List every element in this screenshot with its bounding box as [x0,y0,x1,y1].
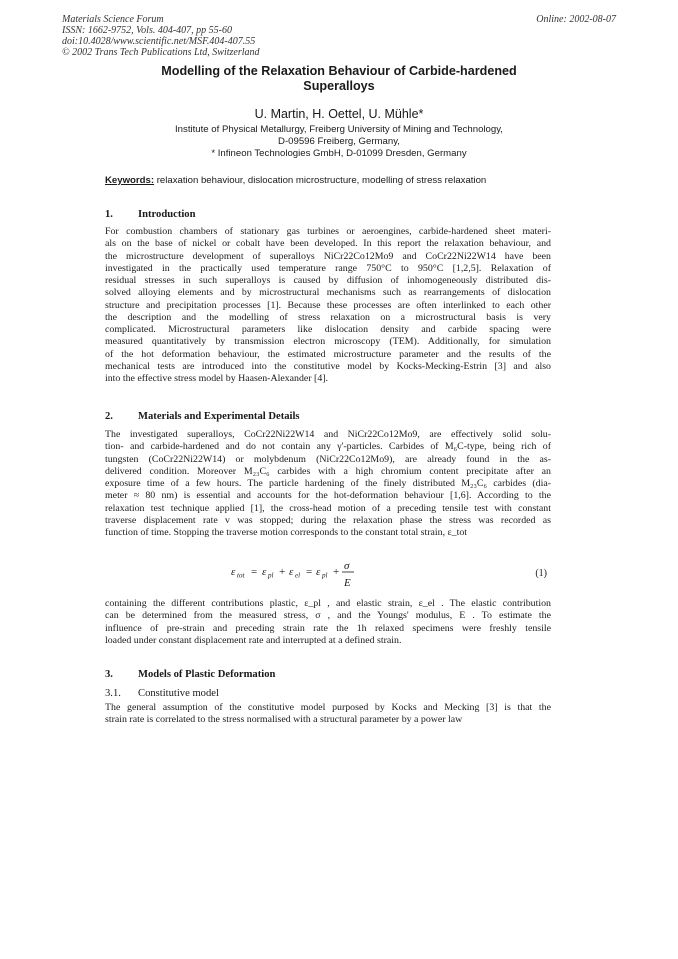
section-title: Models of Plastic Deformation [138,669,276,680]
affiliation-line: D-09596 Freiberg, Germany, [278,136,400,147]
journal-issn: ISSN: 1662-9752, Vols. 404-407, pp 55-60 [62,25,232,36]
section-heading-materials [105,411,300,422]
text-line: mechanical tests are introduced into the constitutive model by Kocks-Mecking-Estrin [3] and also [105,360,551,372]
journal-copyright: © 2002 Trans Tech Publications Ltd, Switzerland [62,47,260,58]
paper-title-line: Modelling of the Relaxation Behaviour of Carbide-hardened [161,64,517,78]
affiliation-line: Institute of Physical Metallurgy, Freiberg University of Mining and Technology, [175,124,503,135]
text-line: investigated in the practically used temperature range 750°C to 950°C [1,2,5]. Relaxation of [105,262,551,274]
paper-title-line: Superalloys [303,79,375,93]
text-line: can be determined from the measured stress, σ , and the Youngs' modulus, E . To estimate the [105,610,551,622]
models-paragraph [105,702,551,727]
text-line: relaxation test technique applied [1], the cross-head motion of a preceding tensile test with constant [105,502,551,514]
keywords-label: Keywords: [105,175,155,186]
svg-text:el: el [295,571,301,580]
section-number: 2. [105,411,113,422]
text-line: measured quantitatively by transmission electron microscopy (TEM). Additionally, for simulation [105,336,551,348]
svg-text:ε: ε [289,566,294,578]
text-line: tungsten (CoCr22Ni22W14) or molybdenum (NiCr22Co12Mo9), are already found in the as- [105,453,551,465]
materials-paragraph-continued [105,598,551,647]
paper-title [0,64,678,94]
equation-1 [0,559,678,589]
author-list: U. Martin, H. Oettel, U. Mühle* [254,107,424,121]
text-line: delivered condition. Moreover M₂₃C₆ carbides with a high chromium content precipitate after an [105,465,551,477]
journal-name: Materials Science Forum [62,14,164,25]
journal-header [62,14,260,58]
materials-paragraph [105,429,551,539]
text-line: For combustion chambers of stationary gas turbines or aeroengines, carbide-hardened sheet materi- [105,226,551,237]
section-number: 3. [105,669,113,680]
text-line: solved alloying elements and by microstructural mechanisms such as rearrangements of dislocation [105,287,551,299]
introduction-paragraph [105,226,551,385]
text-line: exposure time of a few hours. The particle hardening of the finely distributed M₂₃C₆ carbides (dia- [105,478,551,489]
svg-text:ε: ε [262,566,267,578]
svg-text:ε: ε [231,566,236,578]
text-line: strain rate is correlated to the stress normalised with a structural parameter by a power law [105,714,463,726]
svg-text:=: = [306,566,313,578]
text-line: of the hot deformation behaviour, the estimated microstructure parameter and the results of the [105,348,551,360]
affiliation-line: * Infineon Technologies GmbH, D-01099 Dresden, Germany [211,148,467,159]
text-line: structure and precipitation processes [1]. Because these processes are often interlinked to each other [105,299,551,311]
text-line: function of time. Stopping the traverse motion corresponds to the constant total strain, ε_tot [105,527,468,538]
svg-text:pl: pl [322,571,328,580]
text-line: the description and the modelling of stress relaxation on a microstructural basis is very [105,311,551,323]
svg-text:+: + [333,566,340,578]
equation-number: (1) [535,568,547,579]
section-title: Materials and Experimental Details [138,411,300,422]
svg-text:E: E [344,577,351,589]
section-heading-introduction [105,209,196,220]
svg-text:pl: pl [268,571,274,580]
text-line: complicated. Microstructural parameters like dislocation density and carbide spacing were [105,324,551,335]
subsection-title: Constitutive model [138,688,219,699]
text-line: loaded under constant displacement rate and interrupted at a defined strain. [105,634,402,646]
section-title: Introduction [138,209,196,220]
svg-text:ε: ε [316,566,321,578]
text-line: the microstructure development of superalloys NiCr22Co12Mo9 and CoCr22Ni22W14 have been [105,250,551,262]
text-line: The general assumption of the constitutive model purposed by Kocks and Mecking [3] is that the [105,702,551,713]
text-line: residual stresses in such superalloys is caused by diffusion of inhomogeneously distributed dis- [105,275,551,286]
text-line: als on the base of nickel or cobalt have been developed. In this report the relaxation behaviour, and [105,238,551,250]
text-line: containing the different contributions plastic, ε_pl , and elastic strain, ε_el . The elastic contribution [105,598,551,609]
subsection-heading-constitutive [105,688,219,699]
svg-text:σ: σ [344,560,350,572]
keywords [105,175,486,186]
keywords-text: relaxation behaviour, dislocation microstructure, modelling of stress relaxation [154,175,487,186]
svg-text:+: + [279,566,286,578]
section-number: 1. [105,209,113,220]
affiliations [0,124,678,160]
text-line: into the effective stress model by Haasen-Alexander [4]. [105,373,329,384]
journal-doi: doi:10.4028/www.scientific.net/MSF.404-407.55 [62,36,256,47]
section-heading-models [105,669,275,680]
text-line: traverse displacement rate v was stopped; during the relaxation phase the stress was recorded as [105,514,551,526]
svg-text:=: = [251,566,258,578]
text-line: The investigated superalloys, CoCr22Ni22W14 and NiCr22Co12Mo9, are effectively solid solu- [105,429,551,440]
online-date: Online: 2002-08-07 [536,14,616,25]
text-line: meter ≈ 80 nm) is essential and accounts for the hot-deformation behaviour [1,6]. According to the [105,490,551,502]
text-line: influence of pre-strain and preceding strain rate the 1h relaxed specimens were freshly tensile [105,622,551,634]
svg-text:tot: tot [237,571,245,580]
text-line: tion- and carbide-hardened and do not contain any γ'-particles. Carbides of M₆C-type, being rich of [105,441,551,453]
subsection-number: 3.1. [105,688,121,699]
